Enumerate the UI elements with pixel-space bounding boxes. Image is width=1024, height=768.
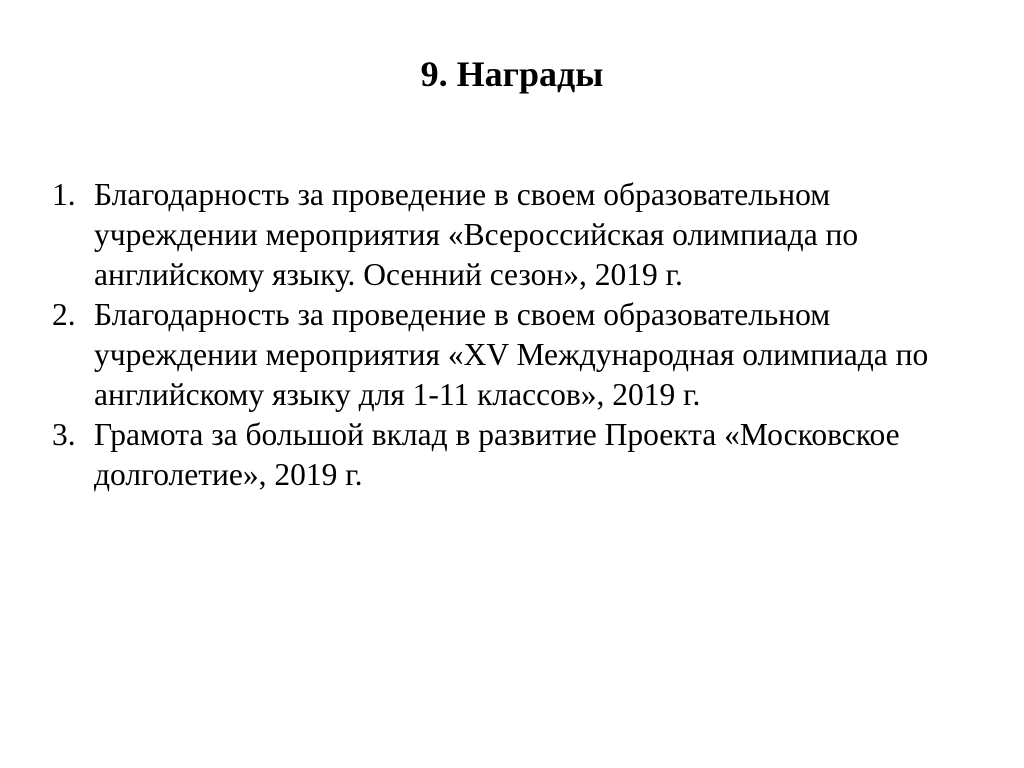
list-item-number: 2. [52, 297, 76, 332]
list-item-text: Благодарность за проведение в своем образовательном учреждении мероприятия «XV Международная олимпиада по английскому языку для 1-11 классов», 2019 г. [94, 297, 929, 412]
list-item-text: Благодарность за проведение в своем образовательном учреждении мероприятия «Всероссийская олимпиада по английскому языку. Осенний сезон», 2019 г. [94, 177, 859, 292]
list-item-number: 1. [52, 177, 76, 212]
list-item-number: 3. [52, 417, 76, 452]
list-item [52, 295, 982, 415]
list-item [52, 415, 982, 495]
list-item [52, 175, 982, 295]
list-item-text: Грамота за большой вклад в развитие Проекта «Московское долголетие», 2019 г. [94, 417, 900, 492]
slide-title: 9. Награды [420, 54, 604, 94]
awards-list [52, 175, 982, 495]
